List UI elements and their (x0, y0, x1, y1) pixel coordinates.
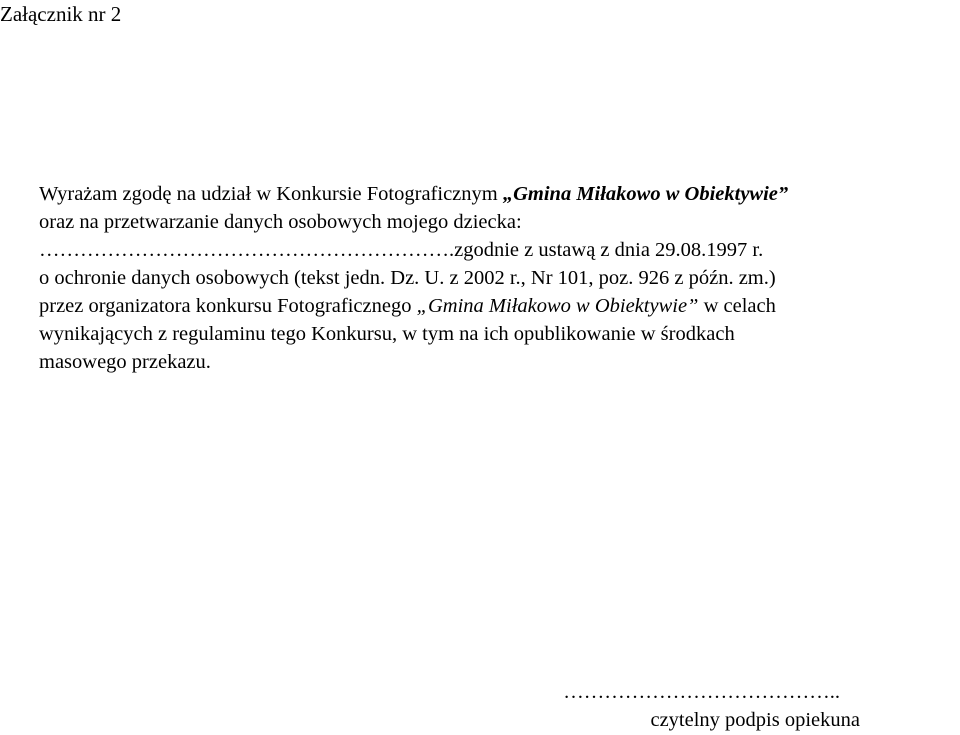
consent-line-5 (39, 292, 939, 320)
consent-statement (39, 180, 939, 376)
consent-line-3 (39, 236, 939, 264)
consent-line-5-before: przez organizatora konkursu Fotograficznego (39, 295, 417, 317)
signature-label: czytelny podpis opiekuna (650, 709, 860, 731)
consent-line-1 (39, 180, 939, 208)
signature-block (520, 678, 860, 734)
consent-line-5-after: w celach (698, 295, 776, 317)
signature-dots: ………………………………….. (563, 681, 840, 703)
consent-line-3-text: zgodnie z ustawą z dnia 29.08.1997 r. (454, 239, 764, 261)
contest-title-italic: „Gmina Miłakowo w Obiektywie” (416, 295, 699, 317)
contest-title-bold: „Gmina Miłakowo w Obiektywie” (502, 183, 789, 205)
consent-line-1-text: Wyrażam zgodę na udział w Konkursie Fotograficznym (39, 183, 503, 205)
consent-line-7: masowego przekazu. (39, 351, 211, 373)
consent-line-4: o ochronie danych osobowych (tekst jedn. Dz. U. z 2002 r., Nr 101, poz. 926 z późn. zm.) (39, 267, 776, 289)
consent-line-6: wynikających z regulaminu tego Konkursu, w tym na ich opublikowanie w środkach (39, 323, 735, 345)
consent-line-2: oraz na przetwarzanie danych osobowych mojego dziecka: (39, 211, 522, 233)
annex-label: Załącznik nr 2 (0, 2, 122, 26)
fill-in-dots: ……………………………………………………. (39, 239, 455, 261)
